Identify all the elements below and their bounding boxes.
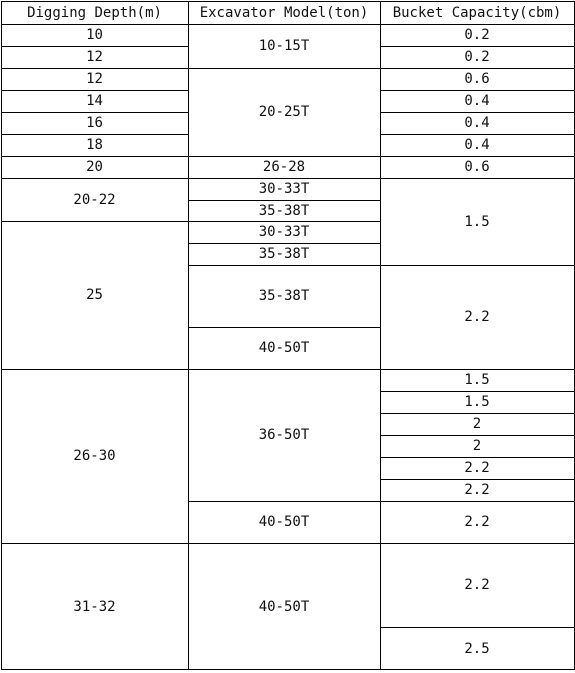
capacity-cell: 1.5 xyxy=(464,213,490,230)
grid-line xyxy=(1,68,188,69)
grid-line xyxy=(380,369,574,370)
model-cell: 30-33T xyxy=(258,181,310,197)
grid-line xyxy=(380,156,574,157)
grid-line xyxy=(380,627,574,628)
header-bucket-capacity: Bucket Capacity(cbm) xyxy=(392,4,562,21)
depth-cell: 20 xyxy=(86,159,103,175)
grid-line xyxy=(380,501,574,502)
grid-line xyxy=(1,112,188,113)
grid-line xyxy=(380,479,574,480)
grid-line xyxy=(188,543,380,544)
grid-line xyxy=(380,46,574,47)
grid-line xyxy=(380,134,574,135)
capacity-cell: 1.5 xyxy=(464,372,490,388)
grid-line xyxy=(380,265,574,266)
model-cell: 10-15T xyxy=(258,38,310,54)
grid-line xyxy=(188,265,380,266)
grid-line xyxy=(380,435,574,436)
grid-line xyxy=(188,243,380,244)
grid-line xyxy=(1,134,188,135)
grid-line xyxy=(188,1,189,670)
grid-line xyxy=(188,369,380,370)
depth-cell: 16 xyxy=(86,115,103,131)
grid-line xyxy=(1,369,188,370)
grid-line xyxy=(188,200,380,201)
grid-line xyxy=(188,501,380,502)
grid-line xyxy=(380,90,574,91)
grid-line xyxy=(380,1,381,670)
capacity-cell: 0.2 xyxy=(464,27,490,43)
depth-cell: 10 xyxy=(86,27,103,43)
grid-line xyxy=(380,112,574,113)
grid-line xyxy=(1,1,2,670)
model-cell: 35-38T xyxy=(258,288,310,304)
capacity-cell: 0.4 xyxy=(464,115,490,131)
model-cell: 35-38T xyxy=(258,202,310,219)
grid-line xyxy=(1,669,574,670)
depth-cell: 20-22 xyxy=(73,191,116,208)
grid-line xyxy=(1,90,188,91)
capacity-cell: 1.5 xyxy=(464,394,490,410)
model-cell: 40-50T xyxy=(258,340,310,356)
model-cell: 35-38T xyxy=(258,246,310,262)
capacity-cell: 2.2 xyxy=(464,482,490,498)
capacity-cell: 2 xyxy=(472,438,482,454)
header-digging-depth: Digging Depth(m) xyxy=(27,4,162,21)
capacity-cell: 0.4 xyxy=(464,93,490,109)
model-cell: 40-50T xyxy=(258,598,310,615)
depth-cell: 25 xyxy=(86,287,103,303)
depth-cell: 31-32 xyxy=(73,598,116,615)
grid-line xyxy=(380,391,574,392)
capacity-cell: 0.4 xyxy=(464,137,490,153)
model-cell: 20-25T xyxy=(258,104,310,120)
depth-cell: 26-30 xyxy=(73,448,116,464)
grid-line xyxy=(380,68,574,69)
depth-cell: 12 xyxy=(86,71,103,87)
model-cell: 36-50T xyxy=(258,427,310,443)
grid-line xyxy=(188,327,380,328)
header-excavator-model: Excavator Model(ton) xyxy=(199,4,369,21)
depth-cell: 12 xyxy=(86,49,103,65)
grid-line xyxy=(1,221,188,222)
grid-line xyxy=(188,156,380,157)
capacity-cell: 2.5 xyxy=(464,640,490,657)
grid-line xyxy=(1,178,188,179)
grid-line xyxy=(1,24,574,25)
grid-line xyxy=(1,543,188,544)
grid-line xyxy=(188,178,380,179)
model-cell: 26-28 xyxy=(262,159,306,175)
grid-line xyxy=(380,457,574,458)
depth-cell: 14 xyxy=(86,93,103,109)
capacity-cell: 0.6 xyxy=(464,71,490,87)
capacity-cell: 2 xyxy=(472,416,482,432)
model-cell: 30-33T xyxy=(258,224,310,240)
grid-line xyxy=(1,156,188,157)
grid-line xyxy=(188,221,380,222)
capacity-cell: 0.2 xyxy=(464,49,490,65)
grid-line xyxy=(380,413,574,414)
grid-line xyxy=(380,178,574,179)
capacity-cell: 2.2 xyxy=(464,577,490,593)
capacity-cell: 2.2 xyxy=(464,309,490,325)
capacity-cell: 0.6 xyxy=(464,159,490,175)
grid-line xyxy=(188,68,380,69)
grid-line xyxy=(380,543,574,544)
model-cell: 40-50T xyxy=(258,514,310,530)
capacity-cell: 2.2 xyxy=(464,460,490,476)
depth-cell: 18 xyxy=(86,137,103,153)
capacity-cell: 2.2 xyxy=(464,514,490,530)
grid-line xyxy=(1,46,188,47)
grid-line xyxy=(1,1,574,2)
